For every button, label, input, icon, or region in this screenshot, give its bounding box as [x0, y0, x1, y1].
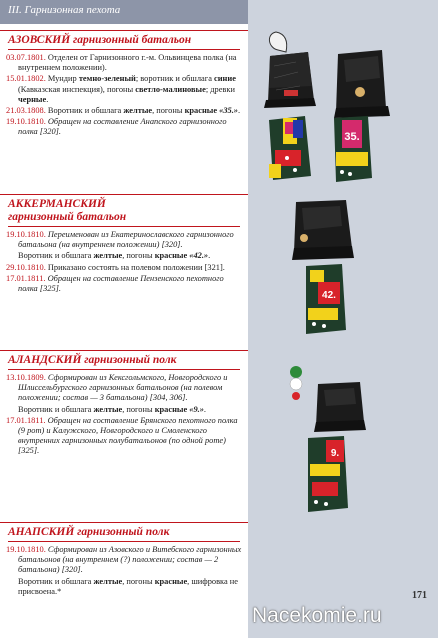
- section-aland: [0, 350, 248, 458]
- entry: 19.10.1810. Обращен на составление Анапского гарнизонного полка [320].: [6, 117, 227, 137]
- entry: 03.07.1801. Отделен от Гарнизонного г.-м. Ольвинцева полка (на внутреннем положении).: [6, 53, 237, 73]
- section-azov: [0, 30, 248, 139]
- entry: 29.10.1810. Приказано состоять на полевом положении [321].: [6, 262, 225, 272]
- entry-continuation: Воротник и обшлага желтые, погоны красные, шифровка не присвоена.*: [18, 576, 238, 596]
- entry: 15.01.1802. Мундир темно-зеленый; воротник и обшлага синие (Кавказская инспекция), погоны светло-малиновые; древки черные.: [6, 74, 236, 104]
- section-anapa: [0, 522, 248, 598]
- epaulette-illustration-1: [328, 112, 376, 186]
- section-title: АЛАНДСКИЙ гарнизонный полк: [0, 350, 248, 367]
- shako-illustration-3: [290, 198, 360, 262]
- pompon-illustration: [286, 364, 306, 400]
- section-title: АЗОВСКИЙ гарнизонный батальон: [0, 30, 248, 47]
- uniform-collar-1: [265, 112, 315, 184]
- section-akkerman: [0, 194, 248, 295]
- entry: 17.01.1811. Обращен на составление Брянского пехотного полка (9 рот) и Калужского, Новгородского и Смоленского внутренних гарнизонных полубатальонов (по одной роте) [325].: [6, 415, 238, 456]
- epaulette-illustration-3: [302, 434, 352, 516]
- shako-illustration-4: [312, 380, 368, 432]
- epaulette-number: 42.: [322, 290, 336, 301]
- entry: 13.10.1809. Сформирован из Кексгольмского, Новгородского и Шлиссельбургского гарнизонных батальонов (на полевом положении; состав — 3 батальона) [304, 306].: [6, 373, 228, 403]
- entry: 19.10.1810. Переименован из Екатеринославского гарнизонного батальона (на внутреннем положении) [320].: [6, 230, 234, 250]
- epaulette-number: 9.: [330, 448, 340, 459]
- epaulette-number: 35.: [344, 131, 360, 143]
- page-number: 171: [412, 590, 427, 601]
- entry-continuation: Воротник и обшлага желтые, погоны красные «42.».: [18, 251, 211, 261]
- epaulette-illustration-2: [300, 262, 350, 338]
- watermark: Nacekomie.ru: [252, 604, 382, 627]
- shako-illustration-1: [256, 30, 326, 110]
- header-bar: [0, 0, 248, 24]
- chapter-title: III. Гарнизонная пехота: [8, 4, 121, 16]
- entry: 17.01.1811. Обращен на составление Пензенского пехотного полка [325].: [6, 273, 224, 294]
- entry-continuation: Воротник и обшлага желтые, погоны красные «9.».: [18, 404, 207, 414]
- section-title: АНАПСКИЙ гарнизонный полк: [0, 522, 248, 539]
- shako-illustration-2: [330, 48, 390, 118]
- entry: 21.03.1808. Воротник и обшлага желтые, погоны красные «35.».: [6, 106, 241, 116]
- section-title: АККЕРМАНСКИЙ гарнизонный батальон: [0, 194, 248, 224]
- entry: 19.10.1810. Сформирован из Азовского и Витебского гарнизонных батальонов (на внутреннем (?) положении; состав — 2 батальона) [320].: [6, 545, 242, 575]
